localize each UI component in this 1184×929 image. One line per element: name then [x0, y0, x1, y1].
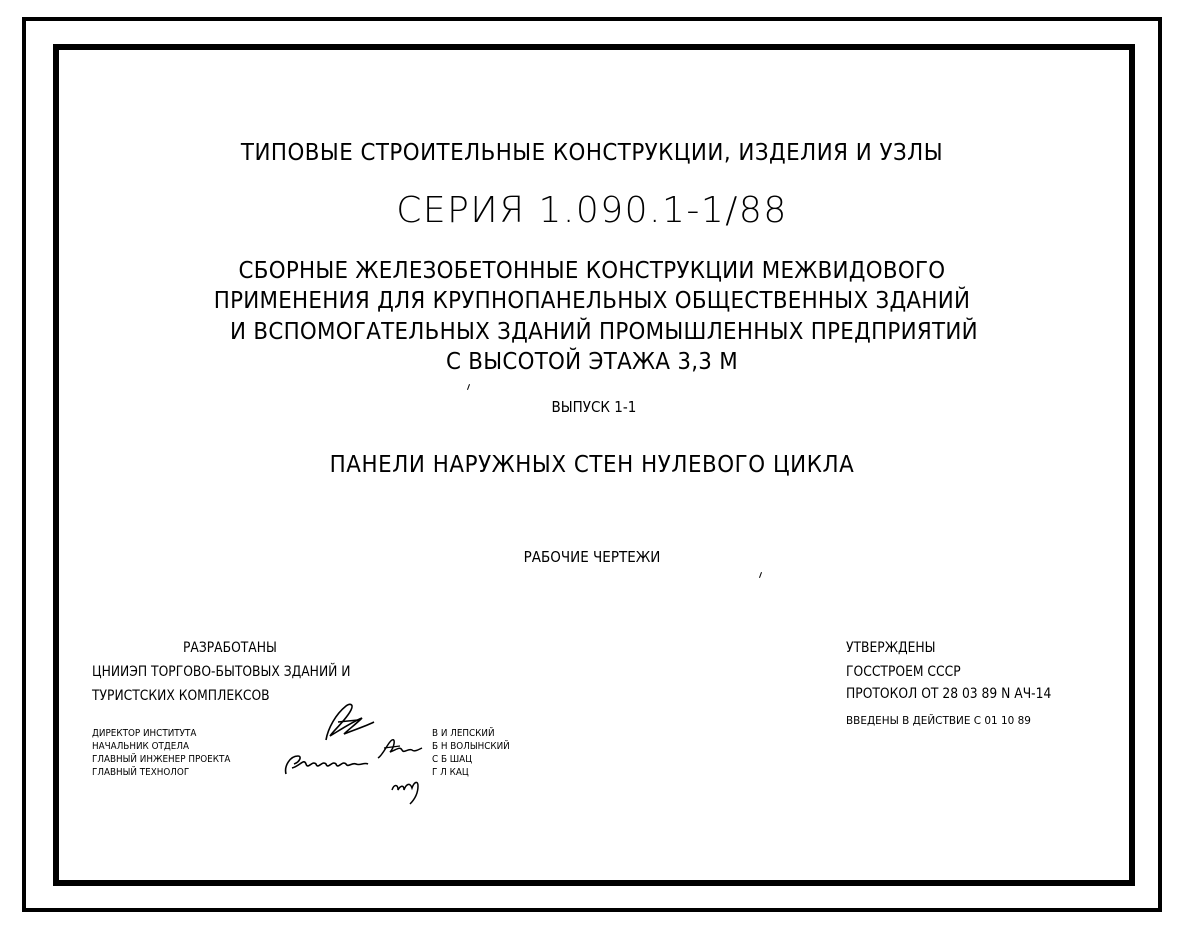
description-line-3: И ВСПОМОГАТЕЛЬНЫХ ЗДАНИЙ ПРОМЫШЛЕННЫХ ПРЕДПРИЯТИЙ: [230, 319, 978, 345]
approved-title: УТВЕРЖДЕНЫ: [846, 640, 936, 656]
signature-department-head: [374, 734, 424, 764]
developer-org-line-1: ЦНИИЭП ТОРГОВО-БЫТОВЫХ ЗДАНИЙ И: [92, 664, 351, 680]
effective-date: ВВЕДЕНЫ В ДЕЙСТВИЕ С 01 10 89: [846, 714, 1031, 727]
doc-type: РАБОЧИЕ ЧЕРТЕЖИ: [523, 548, 661, 566]
role-director: ДИРЕКТОР ИНСТИТУТА: [92, 728, 197, 739]
product-title: ПАНЕЛИ НАРУЖНЫХ СТЕН НУЛЕВОГО ЦИКЛА: [329, 452, 855, 478]
name-chief-technologist: Г Л КАЦ: [432, 767, 469, 778]
developed-title: РАЗРАБОТАНЫ: [183, 640, 277, 656]
series-number: СЕРИЯ 1.090.1-1/88: [396, 190, 788, 231]
roles-list: [92, 727, 230, 779]
name-director: В И ЛЕПСКИЙ: [432, 728, 495, 739]
name-chief-engineer: С Б ШАЦ: [432, 754, 473, 765]
description-line-4: С ВЫСОТОЙ ЭТАЖА 3,3 М: [445, 349, 738, 375]
approval-protocol: ПРОТОКОЛ ОТ 28 03 89 N АЧ-14: [846, 686, 1052, 702]
names-list: [432, 727, 510, 779]
signature-chief-engineer: [282, 748, 374, 778]
issue-label: ВЫПУСК 1-1: [551, 398, 637, 416]
role-department-head: НАЧАЛЬНИК ОТДЕЛА: [92, 741, 189, 752]
description-line-2: ПРИМЕНЕНИЯ ДЛЯ КРУПНОПАНЕЛЬНЫХ ОБЩЕСТВЕННЫХ ЗДАНИЙ: [213, 288, 971, 314]
name-department-head: Б Н ВОЛЫНСКИЙ: [432, 741, 510, 752]
signature-chief-technologist: [388, 772, 428, 806]
role-chief-technologist: ГЛАВНЫЙ ТЕХНОЛОГ: [92, 767, 190, 778]
series-title: ТИПОВЫЕ СТРОИТЕЛЬНЫЕ КОНСТРУКЦИИ, ИЗДЕЛИЯ И УЗЛЫ: [240, 140, 944, 166]
role-chief-engineer: ГЛАВНЫЙ ИНЖЕНЕР ПРОЕКТА: [92, 754, 231, 765]
description-line-1: СБОРНЫЕ ЖЕЛЕЗОБЕТОННЫЕ КОНСТРУКЦИИ МЕЖВИДОВОГО: [238, 258, 946, 284]
signature-director: [318, 700, 378, 746]
developer-org-line-2: ТУРИСТСКИХ КОМПЛЕКСОВ: [92, 688, 270, 704]
approved-by: ГОССТРОЕМ СССР: [846, 664, 961, 680]
